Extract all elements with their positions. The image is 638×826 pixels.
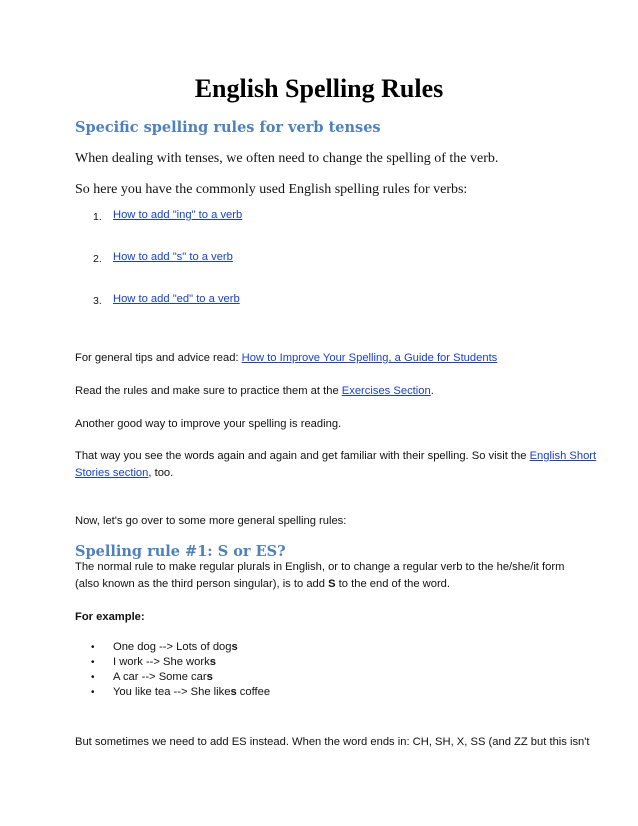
reading-paragraph: Another good way to improve your spelling is reading. [75, 418, 342, 430]
bullet-icon: • [91, 642, 95, 653]
list-number: 2. [93, 253, 102, 265]
link-add-s[interactable]: How to add "s" to a verb [113, 251, 233, 263]
example-suffix-bold: s [231, 641, 238, 653]
example-suffix-bold: s [209, 656, 216, 668]
example-text: A car --> Some car [113, 671, 207, 683]
link-exercises-section[interactable]: Exercises Section [341, 385, 431, 397]
example-text: One dog --> Lots of dog [113, 641, 232, 653]
bullet-icon: • [91, 672, 95, 683]
rule1-line2 [75, 576, 450, 593]
familiar-text: That way you see the words again and again and get familiar with their spelling. So visit the [75, 450, 530, 462]
bullet-icon: • [91, 687, 95, 698]
list-item [113, 686, 270, 698]
practice-suffix: . [430, 385, 434, 397]
list-item [113, 671, 213, 683]
list-item [113, 656, 216, 668]
list-item [113, 641, 238, 653]
familiar-suffix: , too. [148, 467, 174, 479]
link-add-ing[interactable]: How to add "ing" to a verb [113, 209, 243, 221]
link-short-stories-part1[interactable]: English Short [529, 450, 597, 462]
intro-paragraph-1: When dealing with tenses, we often need to change the spelling of the verb. [75, 151, 499, 166]
practice-paragraph [75, 383, 434, 400]
rule1-line1: The normal rule to make regular plurals in English, or to change a regular verb to the he/she/it form [75, 561, 565, 573]
example-after: coffee [236, 686, 271, 698]
tips-paragraph [75, 350, 497, 367]
familiar-paragraph [75, 448, 596, 465]
tips-text: For general tips and advice read: [75, 352, 242, 364]
rule1-line2-bold: S [328, 578, 336, 590]
es-rule-paragraph: But sometimes we need to add ES instead. When the word ends in: CH, SH, X, SS (and ZZ but this isn't [75, 736, 590, 748]
list-number: 3. [93, 295, 102, 307]
familiar-paragraph-line2 [75, 465, 173, 482]
example-text: You like tea --> She like [113, 686, 231, 698]
general-rules-paragraph: Now, let's go over to some more general spelling rules: [75, 515, 347, 527]
practice-text: Read the rules and make sure to practice them at the [75, 385, 342, 397]
rule1-heading: Spelling rule #1: S or ES? [75, 543, 286, 560]
list-number: 1. [93, 211, 102, 223]
rule1-line2-text: (also known as the third person singular), is to add [75, 578, 329, 590]
example-suffix-bold: s [230, 686, 237, 698]
bullet-icon: • [91, 657, 95, 668]
example-text: I work --> She work [113, 656, 210, 668]
link-short-stories-part2[interactable]: Stories section [75, 467, 149, 479]
rule1-line2-suffix: to the end of the word. [335, 578, 451, 590]
intro-paragraph-2: So here you have the commonly used English spelling rules for verbs: [75, 182, 468, 197]
section-heading-verb-tenses: Specific spelling rules for verb tenses [75, 119, 381, 136]
example-suffix-bold: s [206, 671, 213, 683]
link-add-ed[interactable]: How to add "ed" to a verb [113, 293, 240, 305]
example-label: For example: [75, 611, 145, 623]
link-improve-spelling-guide[interactable]: How to Improve Your Spelling, a Guide for Students [241, 352, 498, 364]
page-title: English Spelling Rules [194, 74, 444, 103]
